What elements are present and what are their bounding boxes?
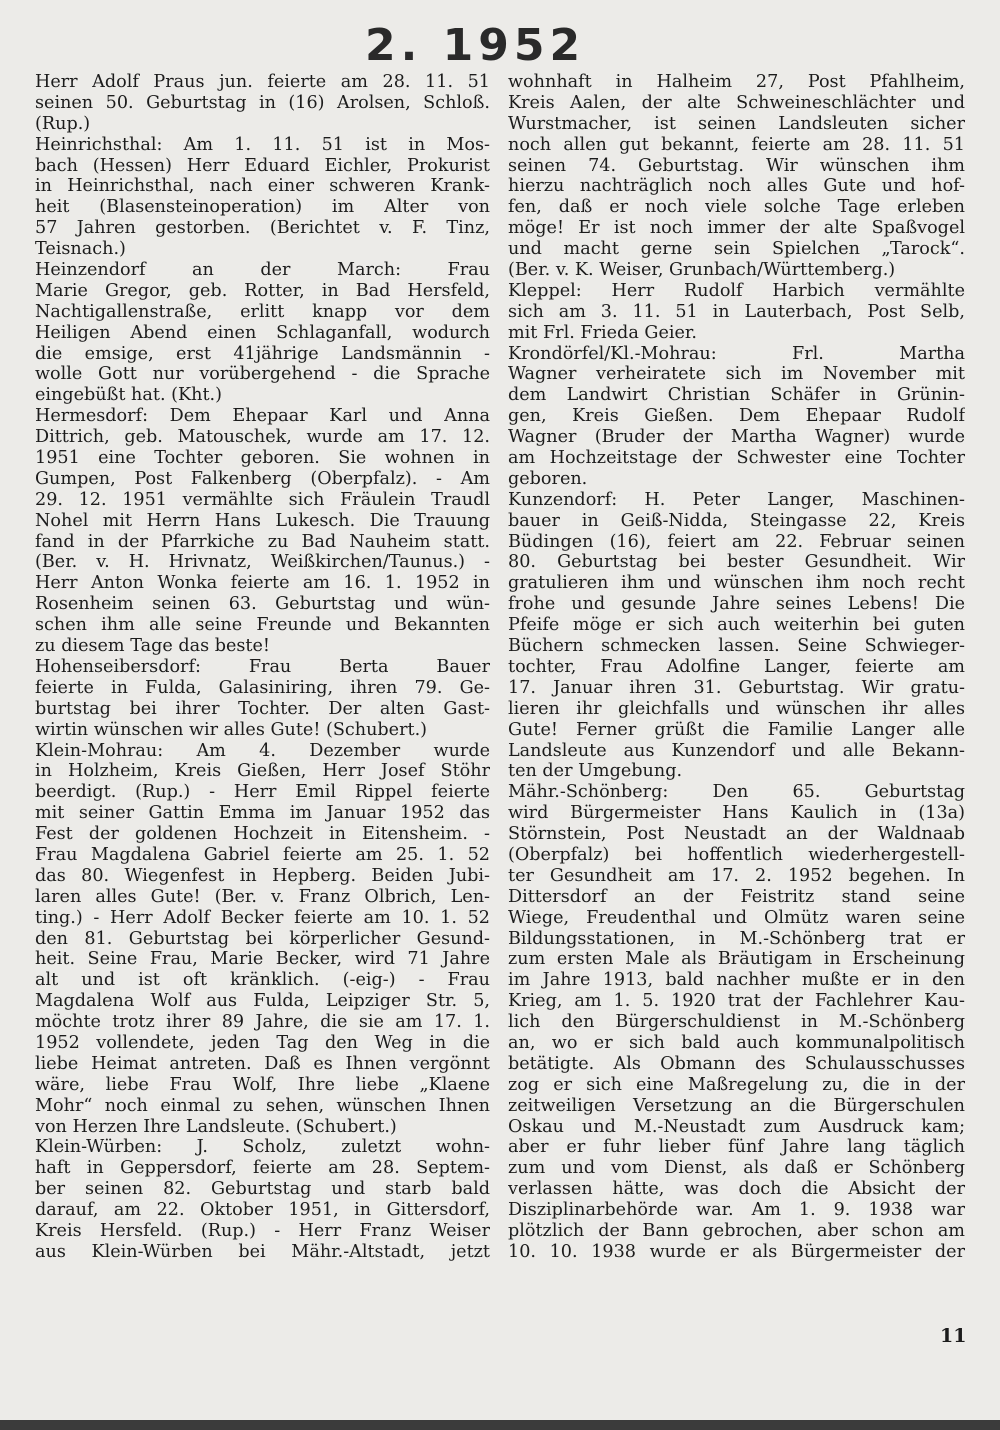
text-line: (Oberpfalz) bei hoffentlich wiederhergestell-: [508, 844, 965, 865]
text-line: gen, Kreis Gießen. Dem Ehepaar Rudolf: [508, 406, 965, 427]
text-line: Pfeife möge er sich auch weiterhin bei guten: [508, 615, 965, 636]
text-line: im Jahre 1913, bald nachher mußte er in den: [508, 970, 965, 991]
text-line: Klein-Mohrau: Am 4. Dezember wurde: [35, 740, 490, 761]
text-line: zum und vom Dienst, als daß er Schönberg: [508, 1158, 965, 1179]
text-line: Klein-Würben: J. Scholz, zuletzt wohn-: [35, 1137, 490, 1158]
text-line: seinen 74. Geburtstag. Wir wünschen ihm: [508, 155, 965, 176]
text-line: wolle Gott nur vorübergehend - die Sprache: [35, 364, 490, 385]
text-line: hierzu nachträglich noch alles Gute und hof-: [508, 176, 965, 197]
text-line: zum ersten Male als Bräutigam in Erscheinung: [508, 949, 965, 970]
text-line: Frau Magdalena Gabriel feierte am 25. 1. 52: [35, 844, 490, 865]
text-line: (Rup.): [35, 113, 91, 134]
text-line: in Holzheim, Kreis Gießen, Herr Josef Stöhr: [35, 761, 490, 782]
text-line: geboren.: [508, 468, 588, 489]
text-line: alt und ist oft kränklich. (-eig-) - Frau: [35, 970, 490, 991]
text-line: 1951 eine Tochter geboren. Sie wohnen in: [35, 448, 490, 469]
text-line: (Ber. v. H. Hrivnatz, Weißkirchen/Taunus.) -: [35, 552, 490, 573]
text-line: Kreis Aalen, der alte Schweineschlächter und: [508, 92, 965, 113]
text-line: Mähr.-Schönberg: Den 65. Geburtstag: [508, 782, 965, 803]
text-line: das 80. Wiegenfest in Hepberg. Beiden Jubi-: [35, 865, 490, 886]
text-line: wäre, liebe Frau Wolf, Ihre liebe „Klaene: [35, 1074, 490, 1095]
text-line: ting.) - Herr Adolf Becker feierte am 10. 1. 52: [35, 907, 490, 928]
text-line: zu diesem Tage das beste!: [35, 636, 270, 657]
text-line: frohe und gesunde Jahre seines Lebens! Die: [508, 594, 965, 615]
text-line: Disziplinarbehörde war. Am 1. 9. 1938 war: [508, 1200, 965, 1221]
text-line: heit. Seine Frau, Marie Becker, wird 71 Jahre: [35, 949, 490, 970]
text-line: aber er fuhr lieber fünf Jahre lang täglich: [508, 1137, 965, 1158]
text-line: möge! Er ist noch immer der alte Spaßvogel: [508, 218, 965, 239]
right-column: [508, 72, 965, 1263]
text-line: Mohr“ noch einmal zu sehen, wünschen Ihnen: [35, 1095, 490, 1116]
text-line: Störnstein, Post Neustadt an der Waldnaab: [508, 824, 965, 845]
text-line: Krieg, am 1. 5. 1920 trat der Fachlehrer Kau-: [508, 991, 965, 1012]
date-stamp: 2. 1952: [365, 20, 586, 71]
text-line: zeitweiligen Versetzung an die Bürgerschulen: [508, 1095, 965, 1116]
text-line: feierte in Fulda, Galasiniring, ihren 79. Ge-: [35, 677, 490, 698]
text-line: Kunzendorf: H. Peter Langer, Maschinen-: [508, 489, 965, 510]
text-line: tochter, Frau Adolfine Langer, feierte am: [508, 656, 965, 677]
text-line: burtstag bei ihrer Tochter. Der alten Gast-: [35, 698, 490, 719]
text-line: verlassen hätte, was doch die Absicht der: [508, 1179, 965, 1200]
text-line: Büchern schmecken lassen. Seine Schwieger-: [508, 636, 965, 657]
text-line: bauer in Geiß-Nidda, Steingasse 22, Kreis: [508, 510, 965, 531]
text-line: noch allen gut bekannt, feierte am 28. 11. 51: [508, 134, 965, 155]
text-line: Landsleute aus Kunzendorf und alle Bekann-: [508, 740, 965, 761]
text-line: Wagner (Bruder der Martha Wagner) wurde: [508, 427, 965, 448]
text-line: 80. Geburtstag bei bester Gesundheit. Wir: [508, 552, 965, 573]
text-line: Dittrich, geb. Matouschek, wurde am 17. 12.: [35, 427, 490, 448]
text-line: Kleppel: Herr Rudolf Harbich vermählte: [508, 280, 965, 301]
text-line: ten der Umgebung.: [508, 761, 683, 782]
text-line: betätigte. Als Obmann des Schulausschusses: [508, 1053, 965, 1074]
text-line: wirtin wünschen wir alles Gute! (Schubert.): [35, 719, 428, 740]
text-line: an, wo er sich bald auch kommunalpolitisch: [508, 1032, 965, 1053]
text-line: gratulieren ihm und wünschen ihm noch recht: [508, 573, 965, 594]
text-line: heit (Blasensteinoperation) im Alter von: [35, 197, 490, 218]
text-line: ber seinen 82. Geburtstag und starb bald: [35, 1179, 490, 1200]
text-line: Krondörfel/Kl.-Mohrau: Frl. Martha: [508, 343, 965, 364]
text-line: Dittersdorf an der Feistritz stand seine: [508, 886, 965, 907]
text-line: mit Frl. Frieda Geier.: [508, 322, 697, 343]
text-line: Bildungsstationen, in M.-Schönberg trat er: [508, 928, 965, 949]
text-line: Magdalena Wolf aus Fulda, Leipziger Str. 5,: [35, 991, 490, 1012]
text-line: Rosenheim seinen 63. Geburtstag und wün-: [35, 594, 490, 615]
text-line: 57 Jahren gestorben. (Berichtet v. F. Tinz,: [35, 218, 490, 239]
left-column: [35, 72, 490, 1263]
text-line: Gumpen, Post Falkenberg (Oberpfalz). - Am: [35, 468, 490, 489]
text-line: schen ihm alle seine Freunde und Bekannten: [35, 615, 490, 636]
text-line: 29. 12. 1951 vermählte sich Fräulein Traudl: [35, 489, 490, 510]
text-line: sich am 3. 11. 51 in Lauterbach, Post Selb,: [508, 301, 965, 322]
text-line: Herr Anton Wonka feierte am 16. 1. 1952 in: [35, 573, 490, 594]
text-line: haft in Geppersdorf, feierte am 28. Septem-: [35, 1158, 490, 1179]
text-line: Heiligen Abend einen Schlaganfall, wodurch: [35, 322, 490, 343]
text-line: fand in der Pfarrkiche zu Bad Nauheim statt.: [35, 531, 490, 552]
text-line: wird Bürgermeister Hans Kaulich in (13a): [508, 803, 965, 824]
text-line: den 81. Geburtstag bei körperlicher Gesund-: [35, 928, 490, 949]
text-line: 10. 10. 1938 wurde er als Bürgermeister der: [508, 1241, 965, 1262]
text-line: beerdigt. (Rup.) - Herr Emil Rippel feierte: [35, 782, 490, 803]
text-line: dem Landwirt Christian Schäfer in Grünin-: [508, 385, 965, 406]
text-line: Heinrichsthal: Am 1. 11. 51 ist in Mos-: [35, 134, 490, 155]
text-line: und macht gerne sein Spielchen „Tarock“.: [508, 239, 965, 260]
text-line: Nohel mit Herrn Hans Lukesch. Die Trauung: [35, 510, 490, 531]
text-line: lieren ihr gleichfalls und wünschen ihr alles: [508, 698, 965, 719]
text-line: von Herzen Ihre Landsleute. (Schubert.): [35, 1116, 397, 1137]
text-line: Gute! Ferner grüßt die Familie Langer alle: [508, 719, 965, 740]
text-line: Nachtigallenstraße, erlitt knapp vor dem: [35, 301, 490, 322]
text-line: zog er sich eine Maßregelung zu, die in der: [508, 1074, 965, 1095]
text-line: Hermesdorf: Dem Ehepaar Karl und Anna: [35, 406, 490, 427]
page-number: 11: [940, 1325, 967, 1347]
text-line: liebe Heimat antreten. Daß es Ihnen vergönnt: [35, 1053, 490, 1074]
text-line: wohnhaft in Halheim 27, Post Pfahlheim,: [508, 72, 965, 92]
text-line: fen, daß er noch viele solche Tage erleben: [508, 197, 965, 218]
text-line: darauf, am 22. Oktober 1951, in Gittersdorf,: [35, 1200, 490, 1221]
text-line: plötzlich der Bann gebrochen, aber schon am: [508, 1220, 965, 1241]
text-line: 17. Januar ihren 31. Geburtstag. Wir gratu-: [508, 677, 965, 698]
text-line: Marie Gregor, geb. Rotter, in Bad Hersfeld,: [35, 280, 490, 301]
text-line: Wurstmacher, ist seinen Landsleuten sicher: [508, 113, 965, 134]
text-line: lich den Bürgerschuldienst in M.-Schönberg: [508, 1012, 965, 1033]
text-line: Büdingen (16), feiert am 22. Februar seinen: [508, 531, 965, 552]
text-line: Heinzendorf an der March: Frau: [35, 260, 490, 281]
text-line: aus Klein-Würben bei Mähr.-Altstadt, jetzt: [35, 1241, 490, 1262]
text-line: bach (Hessen) Herr Eduard Eichler, Prokurist: [35, 155, 490, 176]
scan-edge: [0, 1420, 1000, 1430]
text-line: am Hochzeitstage der Schwester eine Tochter: [508, 448, 965, 469]
text-line: Oskau und M.-Neustadt zum Ausdruck kam;: [508, 1116, 965, 1137]
text-line: Herr Adolf Praus jun. feierte am 28. 11. 51: [35, 72, 490, 92]
text-line: 1952 vollendete, jeden Tag den Weg in die: [35, 1032, 490, 1053]
text-line: in Heinrichsthal, nach einer schweren Krank-: [35, 176, 490, 197]
text-line: Teisnach.): [35, 239, 126, 260]
text-line: ter Gesundheit am 17. 2. 1952 begehen. In: [508, 865, 965, 886]
text-line: Hohenseibersdorf: Frau Berta Bauer: [35, 656, 490, 677]
text-line: (Ber. v. K. Weiser, Grunbach/Württemberg.): [508, 260, 896, 281]
text-line: die emsige, erst 41jährige Landsmännin -: [35, 343, 490, 364]
text-line: mit seiner Gattin Emma im Januar 1952 das: [35, 803, 490, 824]
text-line: möchte trotz ihrer 89 Jahre, die sie am 17. 1.: [35, 1012, 490, 1033]
text-line: Kreis Hersfeld. (Rup.) - Herr Franz Weiser: [35, 1220, 490, 1241]
text-line: Fest der goldenen Hochzeit in Eitensheim. -: [35, 824, 490, 845]
text-line: Wagner verheiratete sich im November mit: [508, 364, 965, 385]
text-line: Wiege, Freudenthal und Olmütz waren seine: [508, 907, 965, 928]
text-line: eingebüßt hat. (Kht.): [35, 385, 222, 406]
text-line: laren alles Gute! (Ber. v. Franz Olbrich, Len-: [35, 886, 490, 907]
text-line: seinen 50. Geburtstag in (16) Arolsen, Schloß.: [35, 92, 490, 113]
